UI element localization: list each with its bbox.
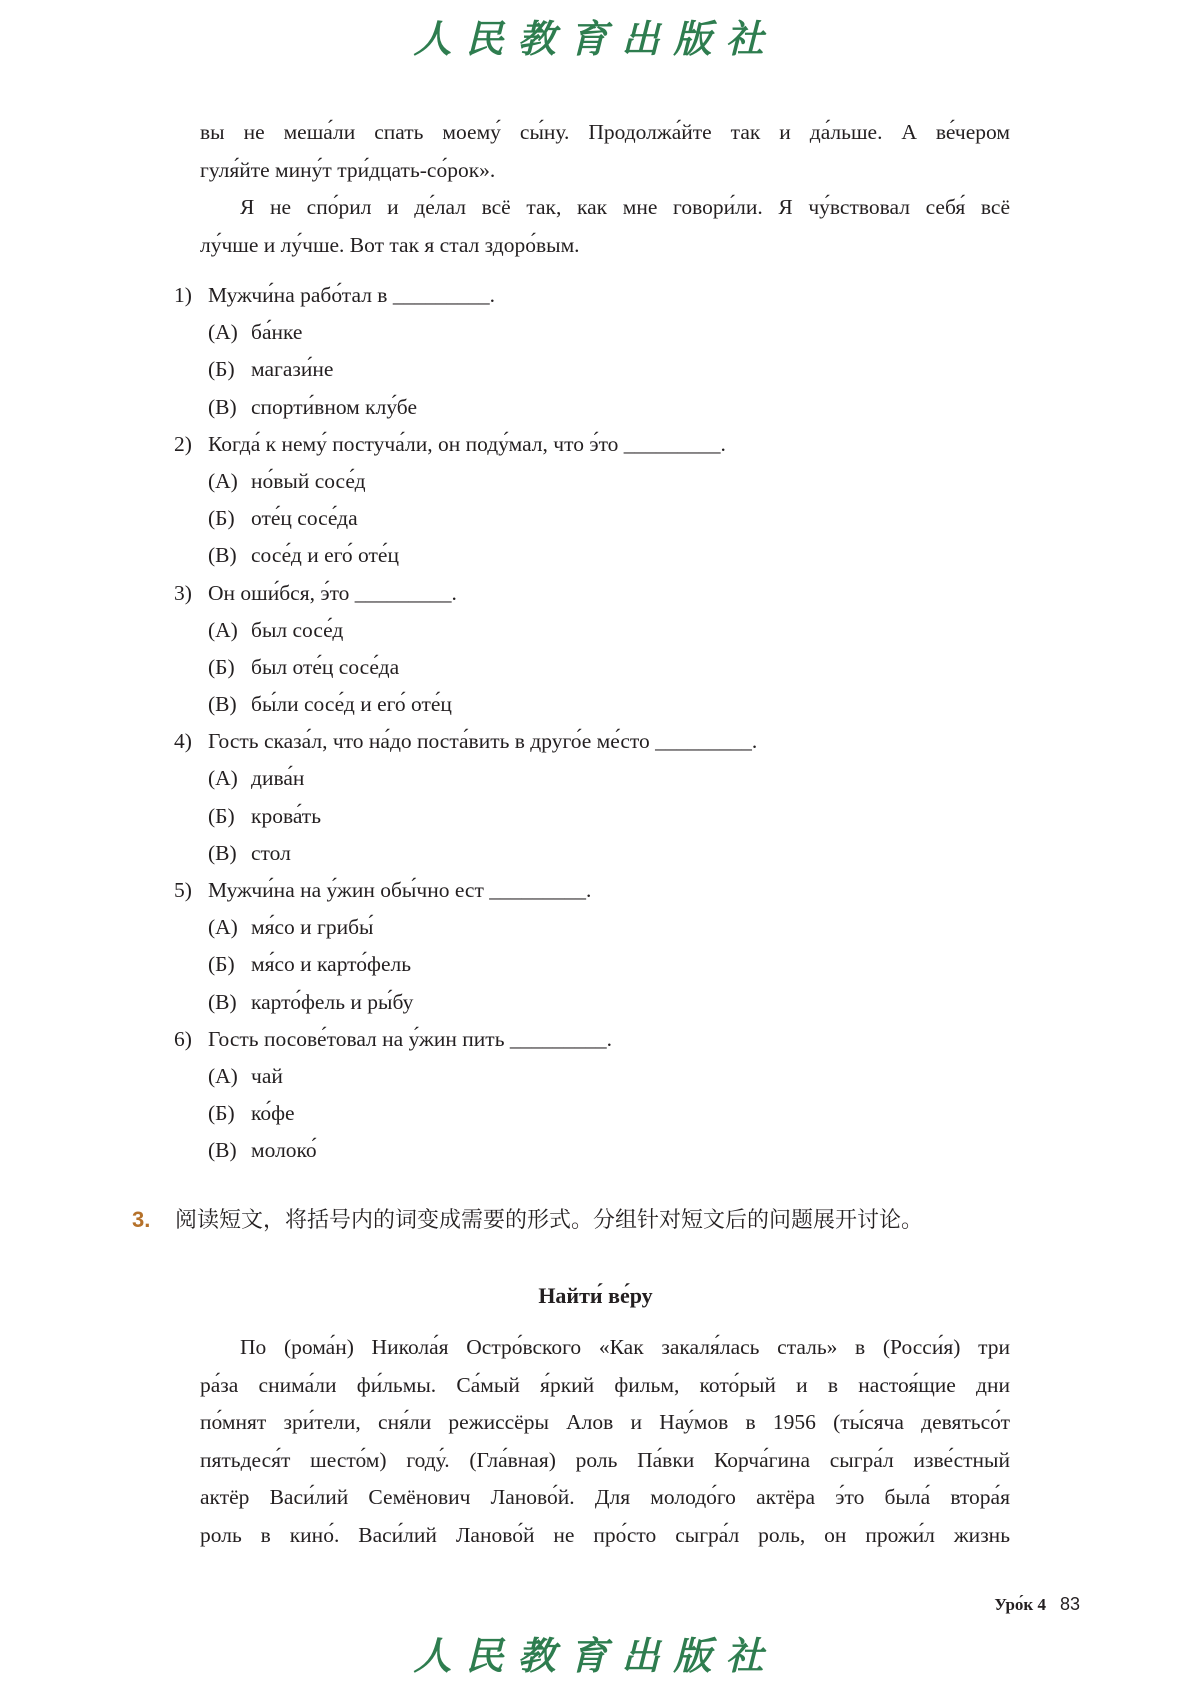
option-text: оте́ц сосе́да [251, 506, 358, 531]
text-line: ра́за снима́ли фи́льмы. Са́мый я́ркий фильм, кото́рый и в настоя́щие дни [200, 1372, 1010, 1397]
answer-option [174, 1095, 994, 1132]
question-text: Когда́ к нему́ постуча́ли, он поду́мал, что э́то _________. [208, 431, 726, 456]
lesson-label: Уро́к 4 [994, 1595, 1046, 1614]
task-instruction: 阅读短文，将括号内的词变成需要的形式。分组针对短文后的问题展开讨论。 [175, 1208, 924, 1233]
question-text: Гость посове́товал на у́жин пить _________. [208, 1026, 613, 1051]
question-text: Мужчи́на на у́жин обы́чно ест _________. [208, 878, 592, 902]
option-label: (В) [208, 989, 237, 1014]
question-text: Гость сказа́л, что на́до поста́вить в друго́е ме́сто _________. [208, 729, 758, 754]
option-label: (Б) [208, 654, 235, 679]
option-text: стол [251, 840, 291, 865]
text-line: актёр Васи́лий Семёнович Ланово́й. Для молодо́го актёра э́то была́ втора́я [200, 1485, 1010, 1509]
question [174, 723, 994, 760]
option-label: (А) [208, 915, 238, 940]
text-line: лу́чше и лу́чше. Вот так я стал здоро́вым. [200, 232, 580, 257]
answer-option [174, 389, 994, 426]
page-number: 83 [1059, 1594, 1080, 1614]
intro-paragraph [200, 114, 1010, 264]
question [174, 872, 994, 909]
option-text: сосе́д и его́ оте́ц [251, 543, 399, 568]
answer-option [174, 798, 994, 835]
option-text: дива́н [251, 766, 305, 791]
answer-option [174, 1132, 994, 1169]
answer-option [174, 835, 994, 872]
answer-option [174, 500, 994, 537]
option-label: (А) [208, 617, 238, 642]
answer-option [174, 612, 994, 649]
answer-option [174, 686, 994, 723]
option-label: (Б) [208, 952, 235, 977]
answer-option [174, 909, 994, 946]
option-text: мя́со и карто́фель [251, 952, 412, 977]
answer-option [174, 946, 994, 983]
question [174, 575, 994, 612]
option-text: был оте́ц сосе́да [251, 654, 400, 679]
option-label: (Б) [208, 1101, 235, 1126]
text-line: вы не меша́ли спать моему́ сы́ну. Продолжа́йте так и да́льше. А ве́чером [200, 120, 1010, 144]
question [174, 426, 994, 463]
question-number: 4) [174, 729, 192, 754]
question [174, 1021, 994, 1058]
question-number: 6) [174, 1026, 192, 1051]
option-text: ба́нке [251, 320, 303, 345]
page-footer [994, 1594, 1080, 1615]
option-label: (Б) [208, 506, 235, 531]
option-text: спорти́вном клу́бе [251, 394, 417, 419]
answer-option [174, 314, 994, 351]
reading-text [200, 1329, 1010, 1554]
option-text: чай [251, 1063, 283, 1088]
option-label: (В) [208, 394, 237, 419]
answer-option [174, 1058, 994, 1095]
option-text: но́вый сосе́д [251, 468, 366, 493]
publisher-logo-top: 人民教育出版社 [413, 16, 778, 61]
option-text: бы́ли сосе́д и его́ оте́ц [251, 692, 452, 717]
answer-option [174, 351, 994, 388]
question [174, 277, 994, 314]
question-number: 3) [174, 580, 192, 605]
option-label: (В) [208, 1138, 237, 1163]
answer-option [174, 984, 994, 1021]
text-title: Найти́ ве́ру [538, 1283, 653, 1308]
text-line: по́мнят зри́тели, сня́ли режиссёры Алов и Нау́мов в 1956 (ты́сяча девятьсо́т [200, 1410, 1010, 1434]
question-text: Мужчи́на рабо́тал в _________. [208, 283, 495, 307]
text-line: роль в кино́. Васи́лий Ланово́й не про́сто сыгра́л роль, он прожи́л жизнь [200, 1522, 1010, 1547]
question-text: Он оши́бся, э́то _________. [208, 580, 457, 605]
option-text: карто́фель и ры́бу [251, 989, 414, 1014]
task-heading [132, 1203, 923, 1234]
text-line: По (рома́н) Никола́я Остро́вского «Как закаля́лась сталь» в (Росси́я) три [240, 1335, 1010, 1359]
text-line: пятьдеся́т шесто́м) году́. (Гла́вная) роль Па́вки Корча́гина сыгра́л изве́стный [200, 1447, 1010, 1472]
option-label: (А) [208, 468, 238, 493]
option-text: крова́ть [251, 803, 322, 828]
option-label: (А) [208, 1063, 238, 1088]
text-line: Я не спо́рил и де́лал всё так, как мне говори́ли. Я чу́вствовал себя́ всё [240, 195, 1010, 219]
publisher-logo-bottom: 人民教育出版社 [413, 1633, 778, 1678]
option-label: (Б) [208, 357, 235, 382]
text-line: гуля́йте мину́т три́дцать-со́рок». [200, 157, 496, 182]
question-number: 2) [174, 431, 192, 456]
option-text: магази́не [251, 357, 334, 382]
option-text: ко́фе [251, 1101, 295, 1126]
option-text: молоко́ [251, 1138, 317, 1163]
questions-list [174, 277, 994, 1170]
option-label: (В) [208, 543, 237, 568]
answer-option [174, 649, 994, 686]
answer-option [174, 463, 994, 500]
question-number: 1) [174, 283, 192, 307]
option-label: (А) [208, 766, 238, 791]
option-text: был сосе́д [251, 617, 344, 642]
option-text: мя́со и грибы́ [251, 915, 374, 940]
option-label: (А) [208, 320, 238, 345]
question-number: 5) [174, 878, 192, 902]
answer-option [174, 760, 994, 797]
option-label: (В) [208, 840, 237, 865]
task-number: 3. [132, 1207, 151, 1232]
option-label: (В) [208, 692, 237, 717]
option-label: (Б) [208, 803, 235, 828]
answer-option [174, 537, 994, 574]
